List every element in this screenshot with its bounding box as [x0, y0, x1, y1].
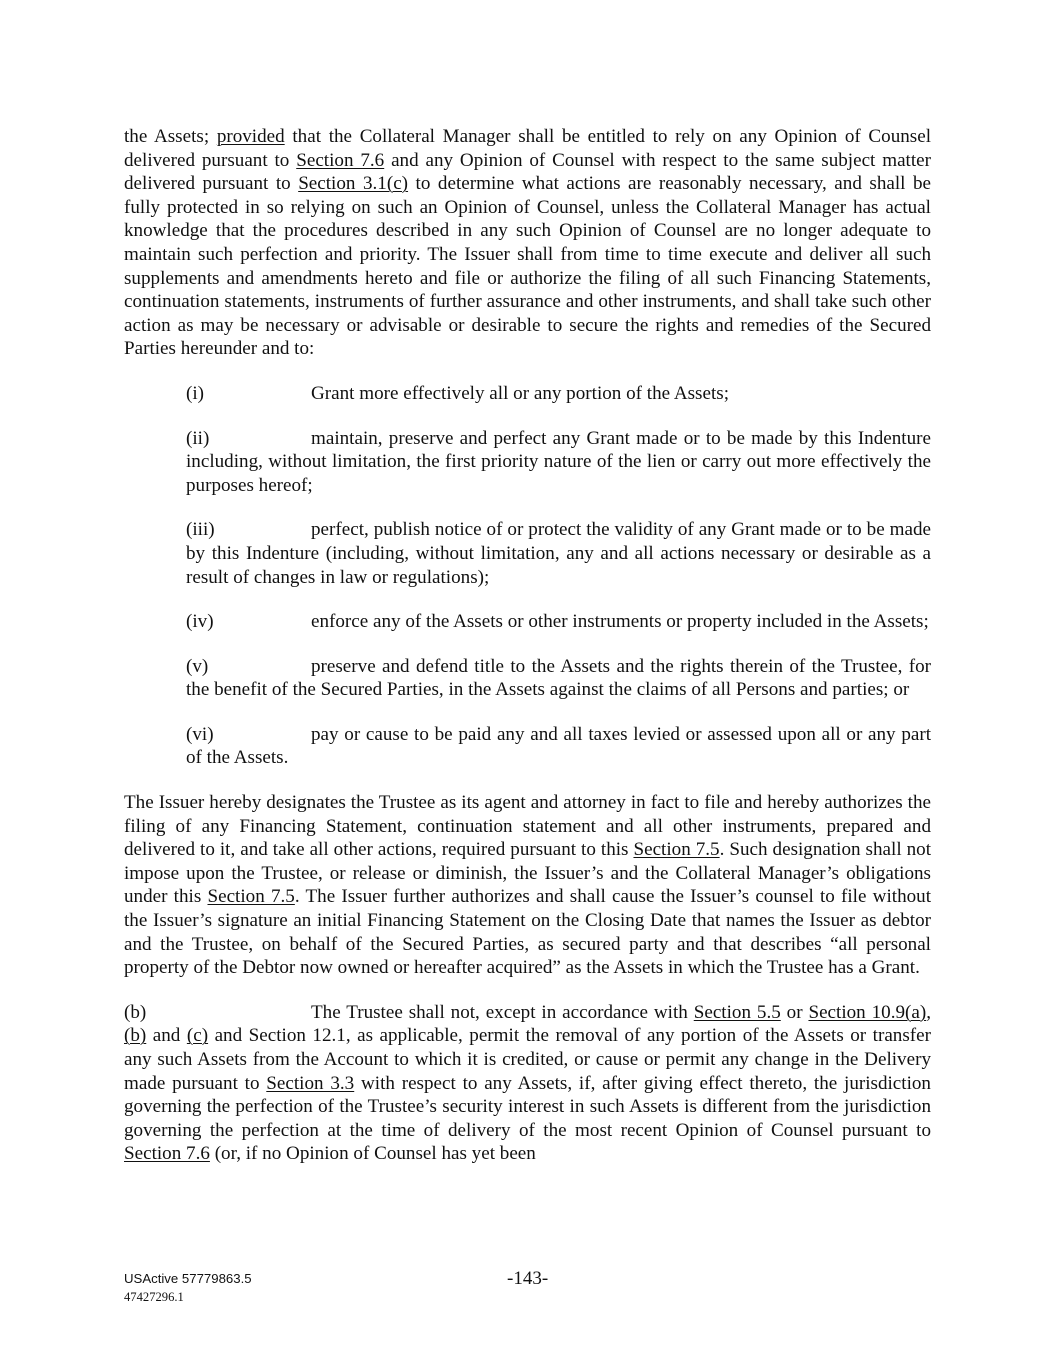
- section-reference: (b): [124, 1025, 147, 1047]
- item-label: (iii): [186, 519, 215, 541]
- list-item: [186, 427, 931, 498]
- page-number: -143-: [507, 1268, 549, 1289]
- text-run: The Issuer hereby designates the Trustee as its agent and attorney in fact to file and hereby authorizes the filing of any Financing Statement, continuation statement and all other instruments, prepared and delivered to it, and take all other actions, required pursuant to this: [124, 792, 931, 861]
- section-reference: Section 5.5: [693, 1001, 781, 1023]
- text-run: and: [146, 1025, 187, 1047]
- text-run: that the Collateral Manager shall be entitled to rely on any Opinion of Counsel delivered pursuant to: [124, 126, 932, 171]
- text-run: The Trustee shall not, except in accordance with: [311, 1001, 694, 1023]
- text-run: . The Issuer further authorizes and shall cause the Issuer’s counsel to file without the Issuer’s signature an initial Financing Statement on the Closing Date that names the Issuer as debtor and the Trustee, on behalf of the Secured Parties, as secured party and that describes “all personal property of the Debtor now owned or hereafter acquired” as the Assets in which the Trustee has a Grant.: [124, 886, 932, 979]
- designation-paragraph: [124, 791, 931, 980]
- list-item: [186, 723, 931, 770]
- footer-doc-id-secondary: 47427296.1: [124, 1290, 184, 1304]
- text-run: or: [780, 1001, 809, 1023]
- section-reference: Section 3.1(c): [298, 173, 409, 195]
- list-item-text: perfect, publish notice of or protect the validity of any Grant made or to be made by this Indenture (including, without limitation, any and all actions necessary or desirable as a result of changes in law or regulations);: [186, 519, 931, 588]
- section-reference: Section 3.3: [266, 1072, 355, 1094]
- item-label: (iv): [186, 611, 214, 633]
- text-run: ,: [926, 1001, 931, 1023]
- page-body: [124, 125, 931, 1166]
- list-item-text: Grant more effectively all or any portion of the Assets;: [311, 382, 730, 404]
- enumerated-list: [124, 382, 931, 791]
- subsection-b-paragraph: [124, 1001, 931, 1166]
- list-item-text: maintain, preserve and perfect any Grant made or to be made by this Indenture including, without limitation, the first priority nature of the lien or carry out more effectively the purposes hereof;: [186, 427, 931, 496]
- section-reference: Section 7.5: [633, 839, 720, 861]
- section-reference: provided: [216, 126, 285, 147]
- list-item-text: pay or cause to be paid any and all taxes levied or assessed upon all or any part of the Assets.: [186, 723, 931, 769]
- text-run: and Section 12.1, as applicable, permit the removal of any portion of the Assets or transfer any such Assets from the Account to which it is credited, or cause or permit any change in the Delivery made pursuant to: [124, 1025, 931, 1094]
- text-run: . Such designation shall not impose upon the Trustee, or release or diminish, the Issuer’s and the Collateral Manager’s obligations under this: [124, 839, 932, 908]
- list-item-text: enforce any of the Assets or other instruments or property included in the Assets;: [311, 611, 929, 633]
- item-label: (b): [124, 1001, 147, 1023]
- list-item: [186, 518, 931, 589]
- section-reference: Section 7.6: [124, 1143, 210, 1165]
- section-reference: Section 10.9(a): [808, 1001, 927, 1023]
- text-run: with respect to any Assets, if, after giving effect thereto, the jurisdiction governing the perfection of the Trustee’s security interest in such Assets is different from the jurisdiction governing the perfection at the time of delivery of the most recent Opinion of Counsel pursuant to: [124, 1072, 931, 1141]
- text-run: to determine what actions are reasonably necessary, and shall be fully protected in so relying on such an Opinion of Counsel, unless the Collateral Manager has actual knowledge that the procedures described in any such Opinion of Counsel are no longer adequate to maintain such perfection and priority. The Issuer shall from time to time execute and deliver all such supplements and amendments hereto and file or authorize the filing of all such Financing Statements, continuation statements, instruments of further assurance and other instruments, and shall take such other action as may be necessary or advisable or desirable to secure the rights and remedies of the Secured Parties hereunder and to:: [124, 173, 931, 360]
- item-label: (vi): [186, 723, 214, 745]
- section-reference: Section 7.6: [296, 149, 385, 171]
- item-label: (i): [186, 382, 205, 404]
- list-item: [186, 382, 931, 406]
- text-run: (or, if no Opinion of Counsel has yet been: [209, 1143, 536, 1165]
- text-run: and any Opinion of Counsel with respect to the same subject matter delivered pursuant to: [124, 149, 931, 195]
- item-label: (v): [186, 655, 209, 677]
- footer-doc-id: USActive 57779863.5: [124, 1271, 252, 1286]
- text-run: the Assets;: [124, 126, 217, 147]
- list-item-text: preserve and defend title to the Assets and the rights therein of the Trustee, for the benefit of the Secured Parties, in the Assets against the claims of all Persons and parties; or: [186, 655, 931, 701]
- section-reference: Section 7.5: [207, 886, 295, 908]
- list-item: [186, 655, 931, 702]
- item-label: (ii): [186, 427, 210, 449]
- intro-paragraph: [124, 125, 931, 361]
- list-item: [186, 610, 931, 634]
- section-reference: (c): [186, 1025, 209, 1047]
